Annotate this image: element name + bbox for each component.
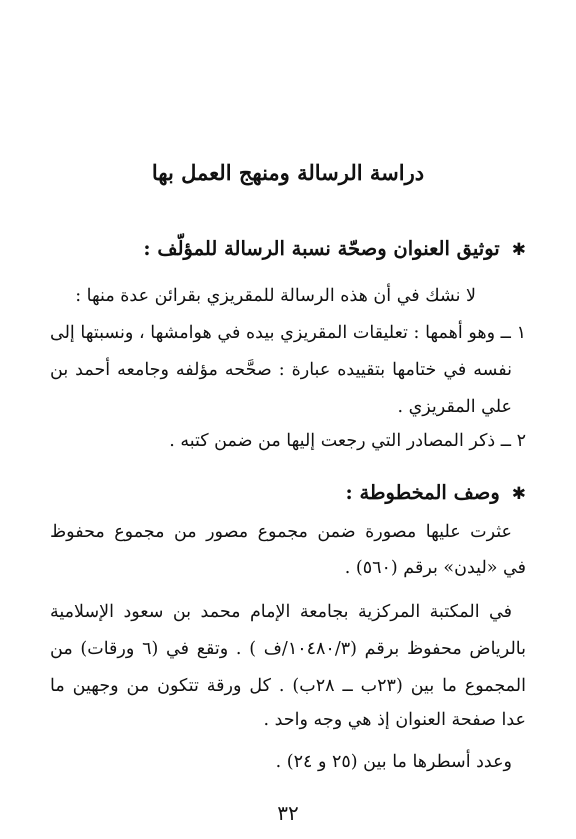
- list-item-1-line-1: ١ ــ وهو أهمها : تعليقات المقريزي بيده في هوامشها ، ونسبتها إلى: [50, 323, 526, 343]
- asterisk-marker: ✱: [511, 484, 526, 504]
- intro-line: لا نشك في أن هذه الرسالة للمقريزي بقرائن عدة منها :: [75, 286, 476, 306]
- paragraph-1-line-1: عثرت عليها مصورة ضمن مجموع مصور من مجموع محفوظ: [50, 522, 512, 542]
- section-heading-manuscript-description: [50, 478, 526, 509]
- list-item-1-line-2: نفسه في ختامها بتقييده عبارة : صحَّحه مؤلفه وجامعه أحمد بن: [50, 360, 512, 380]
- section-heading-text: توثيق العنوان وصحّة نسبة الرسالة للمؤلّف :: [143, 237, 500, 260]
- paragraph-3: وعدد أسطرها ما بين (٢٥ و ٢٤) .: [275, 752, 512, 772]
- paragraph-2-line-4: عدا صفحة العنوان إذ هي وجه واحد .: [263, 710, 526, 730]
- asterisk-marker: ✱: [511, 240, 526, 260]
- section-heading-title-verification: [50, 234, 526, 265]
- paragraph-1-line-2: في «ليدن» برقم (٥٦٠) .: [344, 558, 526, 578]
- page-title: دراسة الرسالة ومنهج العمل بها: [151, 160, 425, 185]
- page-number: ٣٢: [277, 801, 299, 825]
- paragraph-2-line-2: بالرياض محفوظ برقم (١٠٤٨٠/٣/ف ) . وتقع في (٦ ورقات) من: [50, 639, 526, 659]
- paragraph-2-line-3: المجموع ما بين (٢٣ب ــ ٢٨ب) . كل ورقة تتكون من وجهين ما: [50, 676, 526, 696]
- paragraph-2-line-1: في المكتبة المركزية بجامعة الإمام محمد بن سعود الإسلامية: [50, 602, 512, 622]
- list-item-1-line-3: علي المقريزي .: [397, 397, 512, 417]
- list-item-2: ٢ ــ ذكر المصادر التي رجعت إليها من ضمن كتبه .: [169, 431, 526, 451]
- section-heading-text: وصف المخطوطة :: [345, 481, 500, 504]
